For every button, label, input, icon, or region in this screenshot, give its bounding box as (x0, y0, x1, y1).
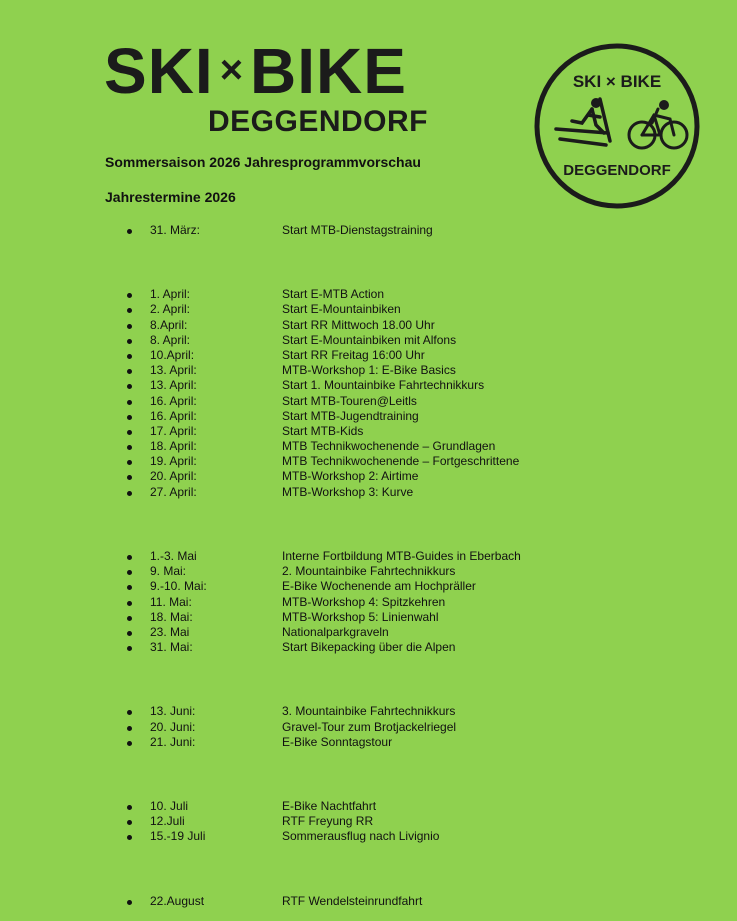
event-title: RTF Freyung RR (282, 814, 374, 828)
bullet-icon (127, 415, 132, 420)
event-item (0, 333, 737, 348)
event-date: 9. Mai: (150, 564, 187, 578)
event-title: Start MTB-Jugendtraining (282, 409, 419, 423)
event-date: 1.-3. Mai (150, 549, 197, 563)
event-title: Start Bikepacking über die Alpen (282, 640, 456, 654)
event-item (0, 469, 737, 484)
event-title: MTB-Workshop 2: Airtime (282, 469, 419, 483)
event-title: 3. Mountainbike Fahrtechnikkurs (282, 704, 456, 718)
bullet-icon (127, 324, 132, 329)
brand-x: × (219, 48, 245, 92)
event-item (0, 223, 737, 238)
event-title: E-Bike Wochenende am Hochpräller (282, 579, 476, 593)
event-date: 10. Juli (150, 799, 189, 813)
event-date: 20. April: (150, 469, 197, 483)
event-date: 19. April: (150, 454, 197, 468)
event-item (0, 348, 737, 363)
bullet-icon (127, 400, 132, 405)
event-item (0, 704, 737, 719)
event-item (0, 454, 737, 469)
event-title: MTB-Workshop 1: E-Bike Basics (282, 363, 456, 377)
event-item (0, 378, 737, 393)
event-date: 23. Mai (150, 625, 190, 639)
event-title: Start E-MTB Action (282, 287, 385, 301)
event-item (0, 720, 737, 735)
event-item (0, 625, 737, 640)
bullet-icon (127, 646, 132, 651)
event-item (0, 318, 737, 333)
event-title: Start MTB-Kids (282, 424, 364, 438)
event-title: RTF Wendelsteinrundfahrt (282, 894, 423, 908)
brand-bike: BIKE (250, 35, 407, 107)
event-item (0, 287, 737, 302)
event-title: Start MTB-Dienstagstraining (282, 223, 433, 237)
bullet-icon (127, 229, 132, 234)
event-item (0, 302, 737, 317)
event-item (0, 829, 737, 844)
bullet-icon (127, 710, 132, 715)
event-date: 1. April: (150, 287, 191, 301)
bullet-icon (127, 585, 132, 590)
event-date: 11. Mai: (150, 595, 192, 609)
event-date: 8.April: (150, 318, 188, 332)
bullet-icon (127, 339, 132, 344)
event-date: 21. Juni: (150, 735, 196, 749)
bullet-icon (127, 805, 132, 810)
event-title: E-Bike Nachtfahrt (282, 799, 377, 813)
badge-emblem (534, 43, 700, 209)
bullet-icon (127, 835, 132, 840)
event-item (0, 564, 737, 579)
event-item (0, 579, 737, 594)
bullet-icon (127, 293, 132, 298)
bullet-icon (127, 369, 132, 374)
event-item (0, 894, 737, 909)
bullet-icon (127, 726, 132, 731)
event-item (0, 799, 737, 814)
event-title: Start RR Freitag 16:00 Uhr (282, 348, 425, 362)
event-item (0, 409, 737, 424)
event-date: 9.-10. Mai: (150, 579, 207, 593)
bullet-icon (127, 555, 132, 560)
event-date: 16. April: (150, 394, 197, 408)
program-subtitle: Jahrestermine 2026 (105, 189, 236, 205)
bullet-icon (127, 308, 132, 313)
bullet-icon (127, 491, 132, 496)
bullet-icon (127, 570, 132, 575)
bullet-icon (127, 460, 132, 465)
event-date: 17. April: (150, 424, 197, 438)
bullet-icon (127, 384, 132, 389)
event-title: Nationalparkgraveln (282, 625, 389, 639)
bullet-icon (127, 741, 132, 746)
event-title: MTB-Workshop 5: Linienwahl (282, 610, 439, 624)
event-item (0, 394, 737, 409)
event-date: 13. April: (150, 363, 197, 377)
event-title: Start E-Mountainbiken (282, 302, 401, 316)
event-item (0, 735, 737, 750)
bullet-icon (127, 900, 132, 905)
bullet-icon (127, 445, 132, 450)
brand-city: DEGGENDORF (208, 105, 429, 138)
event-title: Interne Fortbildung MTB-Guides in Eberbach (282, 549, 521, 563)
event-item (0, 424, 737, 439)
event-date: 15.-19 Juli (150, 829, 206, 843)
program-title: Sommersaison 2026 Jahresprogrammvorschau (105, 154, 421, 170)
event-date: 2. April: (150, 302, 191, 316)
event-date: 31. März: (150, 223, 201, 237)
event-title: 2. Mountainbike Fahrtechnikkurs (282, 564, 456, 578)
event-date: 13. Juni: (150, 704, 196, 718)
brand-ski: SKI (104, 35, 214, 107)
badge-bottom-text: DEGGENDORF (563, 162, 671, 179)
event-item (0, 610, 737, 625)
event-item (0, 363, 737, 378)
event-title: MTB Technikwochenende – Grundlagen (282, 439, 496, 453)
event-date: 13. April: (150, 378, 197, 392)
event-title: E-Bike Sonntagstour (282, 735, 393, 749)
bullet-icon (127, 475, 132, 480)
club-badge (534, 43, 700, 209)
event-title: MTB-Workshop 3: Kurve (282, 485, 414, 499)
event-title: Start RR Mittwoch 18.00 Uhr (282, 318, 435, 332)
badge-top-text: SKI × BIKE (572, 72, 662, 91)
event-title: Start MTB-Touren@Leitls (282, 394, 417, 408)
event-date: 10.April: (150, 348, 195, 362)
event-date: 27. April: (150, 485, 197, 499)
event-title: Start E-Mountainbiken mit Alfons (282, 333, 457, 347)
event-item (0, 439, 737, 454)
bullet-icon (127, 354, 132, 359)
bullet-icon (127, 430, 132, 435)
event-item (0, 549, 737, 564)
bullet-icon (127, 631, 132, 636)
event-date: 31. Mai: (150, 640, 193, 654)
bullet-icon (127, 601, 132, 606)
event-item (0, 485, 737, 500)
event-title: MTB-Workshop 4: Spitzkehren (282, 595, 446, 609)
event-title: MTB Technikwochenende – Fortgeschrittene (282, 454, 520, 468)
event-date: 18. Mai: (150, 610, 193, 624)
event-date: 12.Juli (150, 814, 185, 828)
event-date: 18. April: (150, 439, 197, 453)
brand-logo (104, 35, 464, 138)
event-date: 8. April: (150, 333, 191, 347)
event-title: Sommerausflug nach Livignio (282, 829, 440, 843)
event-date: 16. April: (150, 409, 197, 423)
brand-wordmark (104, 35, 407, 107)
event-item (0, 640, 737, 655)
event-date: 20. Juni: (150, 720, 196, 734)
event-item (0, 814, 737, 829)
event-date: 22.August (150, 894, 205, 908)
bullet-icon (127, 820, 132, 825)
bullet-icon (127, 616, 132, 621)
event-title: Start 1. Mountainbike Fahrtechnikkurs (282, 378, 485, 392)
event-title: Gravel-Tour zum Brotjackelriegel (282, 720, 457, 734)
event-item (0, 595, 737, 610)
